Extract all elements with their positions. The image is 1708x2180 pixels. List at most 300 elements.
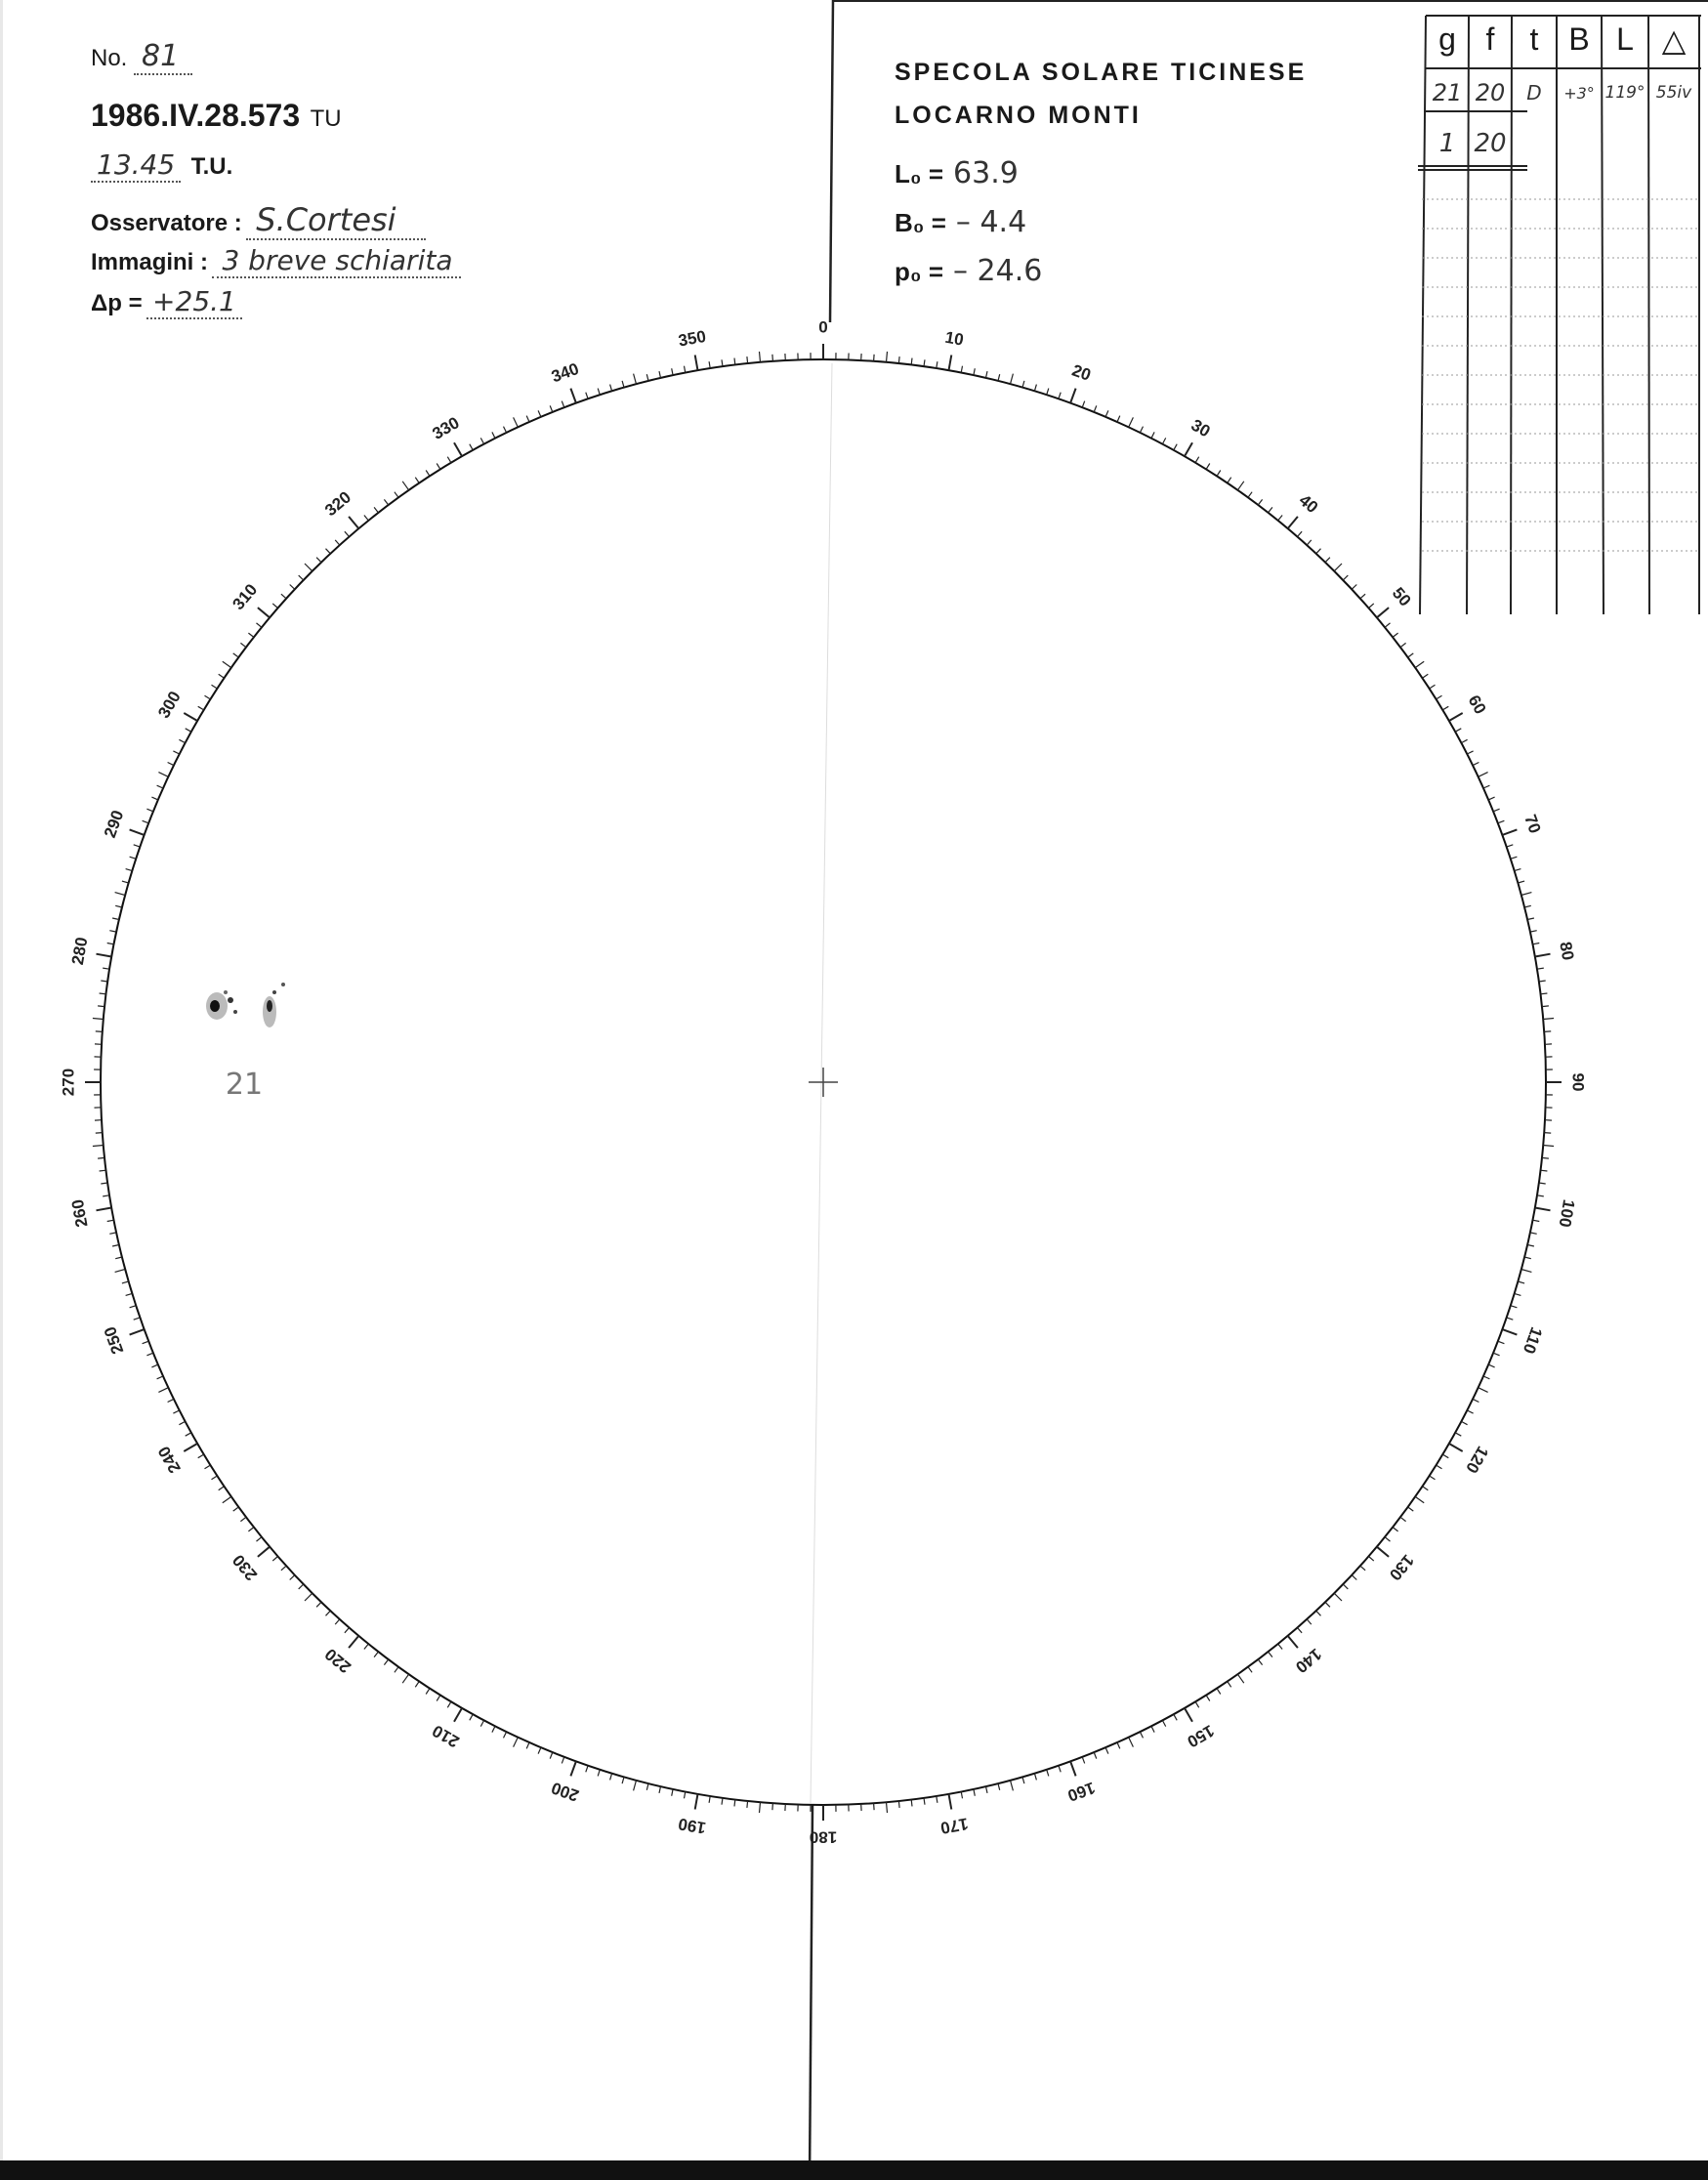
central-meridian [811, 363, 832, 1803]
degree-tick [1393, 1528, 1398, 1531]
bottom-scan-edge [0, 2160, 1708, 2180]
degree-tick [1518, 1281, 1524, 1283]
degree-tick [1449, 713, 1463, 721]
degree-tick [130, 857, 137, 859]
degree-tick [223, 661, 231, 667]
degree-tick [1521, 1270, 1532, 1273]
degree-label-310: 310 [229, 580, 262, 614]
degree-tick [1400, 643, 1406, 647]
degree-tick [107, 943, 114, 944]
degree-tick [1493, 1353, 1500, 1356]
degree-tick [1530, 1233, 1537, 1234]
degree-tick [1105, 1747, 1108, 1753]
degree-tick [538, 410, 541, 416]
table-cell-delta: 55iv [1655, 83, 1692, 103]
degree-tick [96, 1133, 103, 1134]
degree-tick [101, 1183, 107, 1184]
degree-tick [1185, 1708, 1192, 1722]
degree-tick [709, 1796, 710, 1803]
degree-label-250: 250 [100, 1323, 128, 1357]
degree-tick [1488, 1364, 1494, 1367]
degree-label-210: 210 [429, 1721, 463, 1751]
table-header-t: t [1529, 21, 1539, 57]
degree-tick [898, 1801, 899, 1808]
degree-tick [570, 1761, 576, 1776]
degree-label-290: 290 [100, 808, 128, 841]
degree-tick [1400, 1517, 1406, 1521]
degree-tick [659, 1786, 661, 1793]
degree-tick [168, 1399, 174, 1402]
degree-tick [395, 492, 398, 498]
degree-tick [646, 1783, 648, 1790]
sunspot [281, 983, 285, 986]
degree-tick [126, 869, 133, 871]
degree-tick [1507, 845, 1514, 847]
degree-tick [1377, 1547, 1389, 1557]
degree-tick [1415, 661, 1424, 667]
degree-tick [1059, 1766, 1061, 1773]
degree-tick [134, 845, 141, 847]
degree-tick [961, 366, 962, 373]
degree-tick [760, 352, 761, 362]
degree-tick [316, 558, 321, 563]
degree-tick [316, 1602, 321, 1607]
degree-tick [1498, 820, 1505, 823]
time-value: 13.45 [91, 148, 181, 183]
degree-tick [1343, 575, 1348, 580]
degree-tick [1511, 857, 1518, 859]
degree-tick [130, 1329, 145, 1335]
table-cell-t: D [1526, 81, 1542, 105]
sunspot-umbra [267, 1000, 272, 1012]
degree-tick [290, 585, 295, 590]
degree-tick [470, 1714, 473, 1720]
degree-tick [672, 1789, 673, 1796]
degree-tick [1502, 829, 1517, 835]
degree-tick [734, 1800, 735, 1807]
degree-tick [364, 1644, 368, 1649]
degree-tick [1437, 1465, 1442, 1469]
sunspot [224, 990, 228, 994]
degree-tick [1237, 482, 1243, 490]
degree-tick [146, 1353, 153, 1356]
degree-tick [1542, 1157, 1549, 1158]
param-p0-label: p₀ = [895, 257, 944, 286]
degree-tick [760, 1802, 761, 1813]
degree-tick [1094, 405, 1097, 412]
degree-tick [598, 1770, 600, 1777]
degree-tick [610, 385, 612, 392]
param-l0-label: L₀ = [895, 159, 944, 189]
degree-tick [1461, 1421, 1467, 1424]
degree-tick [223, 1496, 231, 1502]
degree-tick [1530, 931, 1537, 932]
degree-tick [550, 1752, 553, 1759]
degree-tick [480, 1720, 483, 1726]
degree-tick [212, 685, 218, 689]
degree-tick [326, 549, 331, 554]
degree-tick [1521, 893, 1532, 896]
degree-tick [349, 517, 358, 528]
degree-tick [1544, 1031, 1551, 1032]
degree-tick [1415, 1496, 1424, 1502]
degree-tick [447, 1701, 451, 1707]
degree-label-90: 90 [1568, 1072, 1588, 1092]
degree-tick [1532, 1220, 1539, 1221]
degree-tick [1423, 674, 1429, 678]
degree-label-170: 170 [938, 1814, 970, 1838]
degree-tick [415, 478, 419, 483]
degree-tick [374, 1652, 378, 1657]
degree-tick [1316, 1611, 1321, 1615]
degree-tick [1258, 1659, 1262, 1665]
degree-tick [109, 1233, 116, 1234]
degree-tick [1461, 739, 1467, 742]
date-value: 1986.IV.28.573 [91, 98, 301, 133]
sunspot [233, 1010, 237, 1014]
degree-tick [1269, 507, 1272, 513]
delta-p-label: Δp = [91, 290, 143, 316]
degree-tick [1360, 1566, 1365, 1571]
degree-tick [772, 355, 773, 361]
degree-tick [454, 1708, 462, 1722]
degree-tick [1237, 1674, 1243, 1683]
degree-tick [272, 604, 277, 608]
degree-tick [107, 1220, 114, 1221]
degree-label-110: 110 [1519, 1324, 1546, 1357]
degree-tick [97, 954, 112, 957]
table-cell-g: 21 [1432, 79, 1463, 106]
degree-tick [126, 1293, 133, 1295]
degree-tick [1248, 1667, 1252, 1673]
degree-tick [1195, 1701, 1199, 1707]
degree-tick [335, 540, 340, 545]
sunspot [228, 997, 233, 1003]
degree-tick [122, 881, 129, 883]
degree-tick [219, 1487, 225, 1490]
degree-tick [1105, 410, 1108, 416]
degree-tick [186, 1433, 191, 1436]
observer-value: S.Cortesi [246, 201, 425, 240]
degree-tick [672, 368, 673, 375]
delta-p-value: +25.1 [146, 285, 242, 319]
degree-tick [1535, 1208, 1551, 1211]
degree-tick [1393, 633, 1398, 637]
observer-label: Osservatore : [91, 210, 242, 236]
degree-tick [514, 417, 519, 427]
degree-label-150: 150 [1184, 1721, 1218, 1751]
degree-tick [598, 389, 600, 396]
degree-tick [622, 381, 624, 388]
degree-tick [437, 464, 440, 470]
degree-tick [562, 1757, 564, 1764]
degree-tick [1047, 389, 1049, 396]
degree-tick [93, 1019, 104, 1020]
spot-group-label: 21 [225, 1068, 264, 1102]
degree-tick [1129, 1738, 1134, 1747]
degree-tick [1493, 809, 1500, 812]
degree-label-260: 260 [67, 1197, 92, 1229]
degree-tick [1539, 1183, 1546, 1184]
degree-tick [1217, 1689, 1221, 1695]
degree-tick [1174, 444, 1177, 450]
degree-tick [384, 1659, 388, 1665]
degree-tick [961, 1791, 962, 1798]
degree-tick [1498, 1341, 1505, 1344]
degree-tick [143, 1341, 149, 1344]
degree-tick [722, 1798, 723, 1805]
degree-label-220: 220 [321, 1644, 355, 1677]
degree-tick [101, 981, 107, 982]
degree-tick [402, 1674, 408, 1683]
degree-label-320: 320 [321, 487, 355, 521]
degree-tick [1307, 540, 1312, 545]
degree-tick [1011, 1781, 1014, 1791]
degree-tick [384, 499, 388, 505]
degree-tick [326, 1611, 331, 1615]
sunspot [272, 990, 276, 994]
degree-tick [1206, 464, 1210, 470]
degree-tick [415, 1682, 419, 1688]
degree-label-10: 10 [943, 327, 966, 350]
table-cell-b: +3° [1563, 83, 1595, 103]
degree-tick [122, 1281, 129, 1283]
degree-tick [115, 893, 126, 896]
degree-tick [198, 706, 204, 710]
degree-tick [887, 352, 888, 362]
degree-tick [998, 374, 1000, 381]
table-header-f: f [1485, 21, 1495, 57]
degree-tick [100, 1170, 106, 1171]
degree-tick [272, 1557, 277, 1562]
degree-tick [395, 1667, 398, 1673]
degree-tick [1369, 604, 1374, 608]
degree-tick [1334, 564, 1342, 571]
degree-label-140: 140 [1291, 1644, 1325, 1677]
degree-tick [1369, 1557, 1374, 1562]
degree-tick [103, 1195, 109, 1196]
degree-tick [1483, 1376, 1489, 1379]
degree-tick [1539, 981, 1546, 982]
degree-tick [1307, 1619, 1312, 1624]
degree-tick [747, 356, 748, 363]
degree-label-340: 340 [549, 358, 582, 387]
degree-tick [1511, 1306, 1518, 1308]
degree-tick [240, 643, 246, 647]
degree-tick [874, 355, 875, 361]
degree-tick [258, 1547, 270, 1557]
table-cell-g: 1 [1438, 129, 1456, 158]
degree-label-330: 330 [429, 413, 463, 443]
degree-tick [374, 507, 378, 513]
degree-label-100: 100 [1555, 1197, 1579, 1229]
degree-tick [1385, 623, 1390, 627]
degree-tick [924, 359, 925, 366]
degree-tick [734, 358, 735, 365]
date-suffix: TU [310, 105, 342, 132]
param-l0-value: 63.9 [953, 156, 1019, 190]
degree-label-70: 70 [1521, 812, 1545, 836]
degree-tick [911, 358, 912, 365]
degree-tick [1094, 1752, 1097, 1759]
degree-tick [570, 389, 576, 403]
degree-tick [112, 918, 119, 920]
table-cell-f: 20 [1475, 79, 1506, 106]
degree-tick [1162, 438, 1165, 443]
degree-tick [709, 361, 710, 368]
degree-tick [1542, 1006, 1549, 1007]
degree-tick [184, 713, 197, 721]
degree-tick [205, 1465, 211, 1469]
degree-tick [1298, 1628, 1303, 1633]
degree-tick [1515, 869, 1521, 871]
degree-tick [1437, 695, 1442, 699]
degree-tick [1185, 442, 1192, 456]
degree-tick [447, 457, 451, 463]
degree-tick [1325, 1602, 1330, 1607]
degree-tick [240, 1517, 246, 1521]
degree-tick [526, 416, 529, 422]
degree-tick [695, 356, 698, 371]
degree-label-180: 180 [809, 1827, 838, 1847]
degree-label-240: 240 [154, 1443, 185, 1477]
degree-tick [480, 438, 483, 443]
degree-tick [151, 797, 157, 800]
degree-tick [1541, 1170, 1548, 1171]
degree-tick [1288, 1636, 1298, 1648]
degree-tick [1162, 1720, 1165, 1726]
degree-tick [1011, 374, 1014, 385]
degree-tick [248, 633, 254, 637]
degree-tick [492, 1726, 495, 1732]
degree-tick [526, 1742, 529, 1748]
degree-tick [874, 1803, 875, 1810]
param-b0-label: B₀ = [895, 208, 946, 237]
degree-tick [345, 1628, 350, 1633]
degree-tick [1278, 516, 1282, 521]
degree-tick [112, 1245, 119, 1247]
degree-tick [1343, 1584, 1348, 1589]
degree-tick [281, 594, 286, 599]
degree-tick [1022, 1777, 1024, 1783]
degree-tick [1543, 1146, 1554, 1147]
degree-label-200: 200 [549, 1778, 582, 1806]
degree-tick [219, 674, 225, 678]
degree-tick [290, 1575, 295, 1580]
degree-tick [1151, 432, 1154, 438]
images-label: Immagini : [91, 249, 209, 275]
degree-tick [179, 739, 185, 742]
degree-tick [695, 1794, 698, 1810]
degree-tick [345, 531, 350, 536]
degree-tick [258, 608, 270, 617]
degree-tick [109, 931, 116, 932]
degree-tick [974, 368, 975, 375]
degree-tick [157, 785, 163, 788]
degree-tick [130, 829, 145, 835]
degree-tick [143, 820, 149, 823]
degree-label-130: 130 [1385, 1550, 1418, 1584]
degree-tick [426, 1689, 430, 1695]
degree-tick [146, 809, 153, 812]
degree-tick [151, 1364, 157, 1367]
table-header-l: L [1616, 21, 1634, 57]
param-p0-value: – 24.6 [953, 254, 1043, 288]
degree-tick [437, 1696, 440, 1701]
degree-tick [634, 374, 637, 385]
degree-tick [1473, 1399, 1479, 1402]
degree-tick [1129, 417, 1134, 427]
degree-tick [158, 1388, 168, 1393]
degree-tick [1258, 499, 1262, 505]
north-axis-line [830, 0, 833, 322]
degree-tick [1455, 729, 1461, 732]
degree-tick [586, 1766, 588, 1773]
sheet-number-label: No. [91, 45, 128, 71]
sunspot-group-21 [206, 983, 285, 1102]
degree-tick [281, 1566, 286, 1571]
degree-label-280: 280 [67, 936, 92, 967]
degree-tick [257, 1537, 262, 1541]
degree-tick [168, 763, 174, 766]
degree-tick [1070, 389, 1076, 403]
degree-tick [949, 356, 952, 371]
degree-tick [1524, 1257, 1531, 1259]
degree-tick [1217, 471, 1221, 477]
degree-tick [1269, 1652, 1272, 1657]
degree-label-160: 160 [1064, 1778, 1098, 1806]
degree-tick [305, 564, 312, 571]
degree-tick [198, 1454, 204, 1458]
degree-tick [233, 1507, 239, 1511]
degree-tick [103, 968, 109, 969]
degree-tick [1502, 1329, 1517, 1335]
degree-tick [1034, 385, 1036, 392]
degree-tick [98, 1157, 104, 1158]
table-header-g: g [1438, 21, 1456, 57]
degree-tick [470, 444, 473, 450]
degree-tick [248, 1528, 254, 1531]
degree-tick [1334, 1593, 1342, 1601]
degree-tick [504, 427, 507, 433]
degree-tick [1206, 1696, 1210, 1701]
degree-tick [1174, 1714, 1177, 1720]
degree-tick [1140, 427, 1143, 433]
degree-tick [1527, 1245, 1534, 1247]
degree-tick [93, 1146, 104, 1147]
degree-tick [1430, 1476, 1436, 1480]
degree-tick [1467, 1410, 1473, 1413]
degree-tick [157, 1376, 163, 1379]
degree-tick [212, 1476, 218, 1480]
degree-tick [998, 1783, 1000, 1790]
degree-tick [1228, 478, 1231, 483]
degree-tick [722, 359, 723, 366]
observatory-location: LOCARNO MONTI [895, 102, 1142, 129]
degree-tick [96, 1031, 103, 1032]
degree-tick [305, 1593, 312, 1601]
degree-tick [454, 442, 462, 456]
degree-tick [1360, 594, 1365, 599]
degree-tick [97, 1208, 112, 1211]
degree-tick [364, 516, 368, 521]
degree-tick [986, 1786, 988, 1793]
degree-tick [898, 356, 899, 363]
degree-tick [349, 1636, 358, 1648]
degree-tick [1248, 492, 1252, 498]
degree-tick [911, 1800, 912, 1807]
degree-tick [504, 1732, 507, 1738]
